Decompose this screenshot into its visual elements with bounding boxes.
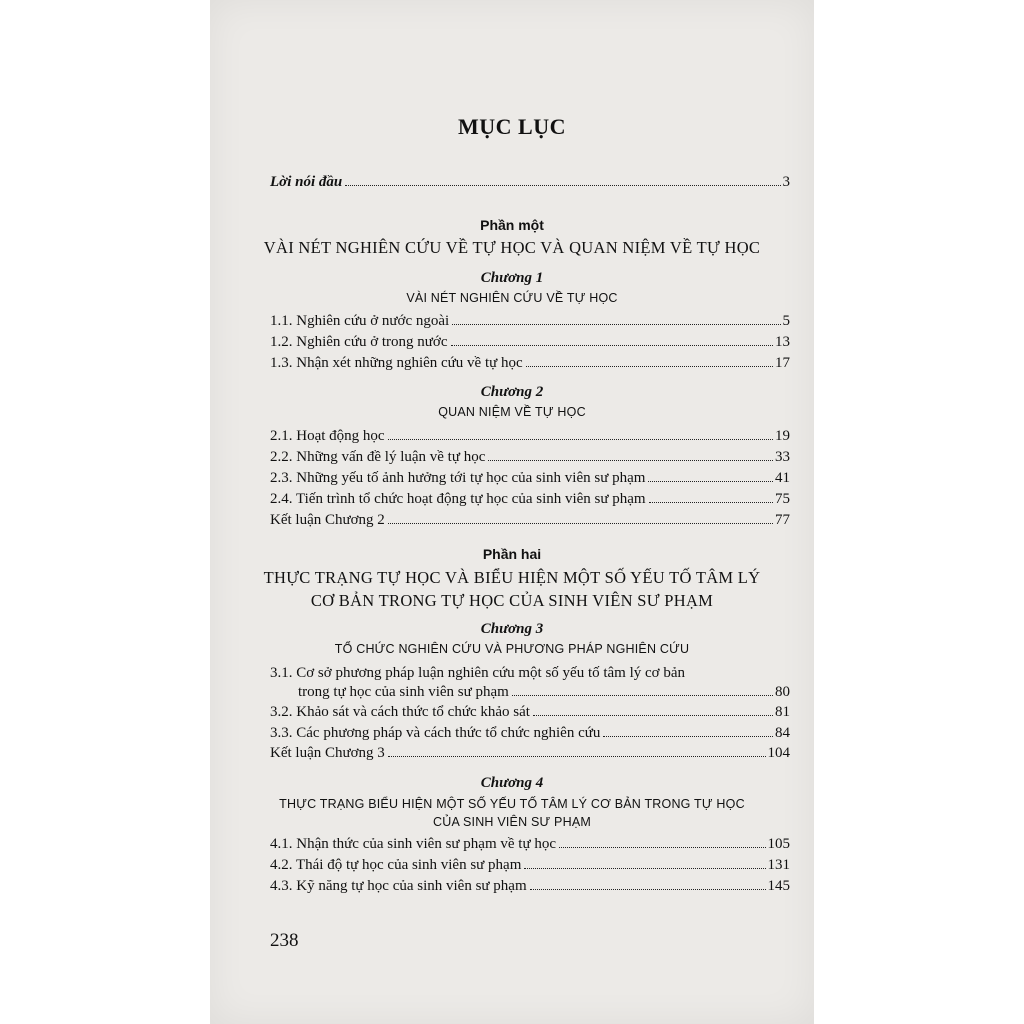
toc-label: 4.3. Kỹ năng tự học của sinh viên sư phạm <box>270 878 527 894</box>
toc-label: 3.1. Cơ sở phương pháp luận nghiên cứu một số yếu tố tâm lý cơ bản <box>270 665 686 681</box>
page-number: 238 <box>270 930 299 951</box>
toc-label: 2.3. Những yếu tố ảnh hưởng tới tự học của sinh viên sư phạm <box>270 470 646 486</box>
toc-entry <box>270 334 790 354</box>
table-of-contents <box>210 0 814 1024</box>
toc-page: 84 <box>775 725 790 741</box>
toc-entry <box>270 512 790 532</box>
toc-entry <box>270 491 790 511</box>
part-title: VÀI NÉT NGHIÊN CỨU VỀ TỰ HỌC VÀ QUAN NIỆM VỀ TỰ HỌC <box>263 238 761 257</box>
toc-page: 41 <box>775 470 790 486</box>
toc-entry <box>270 878 790 898</box>
toc-entry <box>270 470 790 490</box>
toc-label: Kết luận Chương 2 <box>270 512 385 528</box>
book-page <box>210 0 814 1024</box>
toc-page: 33 <box>775 449 790 465</box>
toc-page: 81 <box>775 704 790 720</box>
leader-dots <box>649 502 773 503</box>
toc-page: 131 <box>767 857 790 873</box>
leader-dots <box>388 523 773 524</box>
leader-dots <box>526 366 773 367</box>
toc-page: 104 <box>767 745 790 761</box>
chapter-title-line2: CỦA SINH VIÊN SƯ PHẠM <box>433 815 591 829</box>
toc-entry <box>270 355 790 375</box>
toc-page: 3 <box>782 174 790 190</box>
chapter-label: Chương 3 <box>480 621 544 637</box>
toc-label: 2.1. Hoạt động học <box>270 428 385 444</box>
leader-dots <box>388 439 773 440</box>
toc-page: 105 <box>767 836 790 852</box>
toc-entry <box>270 745 790 765</box>
chapter-label: Chương 1 <box>480 270 544 286</box>
part-title-line2: CƠ BẢN TRONG TỰ HỌC CỦA SINH VIÊN SƯ PHẠM <box>310 591 714 610</box>
chapter-title: VÀI NÉT NGHIÊN CỨU VỀ TỰ HỌC <box>406 291 618 305</box>
toc-label: 3.3. Các phương pháp và cách thức tổ chức nghiên cứu <box>270 725 601 741</box>
leader-dots <box>452 324 780 325</box>
leader-dots <box>533 715 773 716</box>
toc-label: 2.2. Những vấn đề lý luận về tự học <box>270 449 486 465</box>
chapter-title-line1: THỰC TRẠNG BIỂU HIỆN MỘT SỐ YẾU TỐ TÂM LÝ CƠ BẢN TRONG TỰ HỌC <box>279 797 745 811</box>
toc-label: 3.2. Khảo sát và cách thức tổ chức khảo sát <box>270 704 530 720</box>
leader-dots <box>512 695 773 696</box>
toc-page: 17 <box>775 355 790 371</box>
toc-page: 75 <box>775 491 790 507</box>
toc-label: Lời nói đầu <box>270 174 343 190</box>
chapter-title: QUAN NIỆM VỀ TỰ HỌC <box>438 405 586 419</box>
toc-entry <box>270 428 790 448</box>
toc-entry <box>270 857 790 877</box>
toc-entry <box>270 725 790 745</box>
part-label: Phần một <box>480 217 544 233</box>
leader-dots <box>530 889 766 890</box>
toc-label: 1.2. Nghiên cứu ở trong nước <box>270 334 448 350</box>
leader-dots <box>648 481 773 482</box>
page-title: MỤC LỤC <box>458 114 566 139</box>
toc-label: 2.4. Tiến trình tổ chức hoạt động tự học của sinh viên sư phạm <box>270 491 646 507</box>
leader-dots <box>603 736 773 737</box>
part-label: Phần hai <box>482 546 542 562</box>
toc-entry <box>270 836 790 856</box>
toc-entry <box>270 449 790 469</box>
leader-dots <box>524 868 765 869</box>
toc-label: 4.1. Nhận thức của sinh viên sư phạm về tự học <box>270 836 556 852</box>
toc-page: 19 <box>775 428 790 444</box>
toc-label-continued: trong tự học của sinh viên sư phạm <box>298 684 509 700</box>
leader-dots <box>388 756 766 757</box>
toc-page: 5 <box>782 313 790 329</box>
leader-dots <box>451 345 773 346</box>
leader-dots <box>345 185 780 186</box>
toc-entry <box>270 704 790 724</box>
leader-dots <box>559 847 766 848</box>
leader-dots <box>488 460 773 461</box>
toc-entry-continuation <box>298 684 790 704</box>
toc-label: 1.1. Nghiên cứu ở nước ngoài <box>270 313 450 329</box>
toc-entry-preface <box>270 174 790 194</box>
toc-page: 13 <box>775 334 790 350</box>
toc-label: 4.2. Thái độ tự học của sinh viên sư phạm <box>270 857 522 873</box>
chapter-label: Chương 2 <box>480 384 544 400</box>
part-title-line1: THỰC TRẠNG TỰ HỌC VÀ BIỂU HIỆN MỘT SỐ YẾU TỐ TÂM LÝ <box>263 568 761 587</box>
chapter-title: TỔ CHỨC NGHIÊN CỨU VÀ PHƯƠNG PHÁP NGHIÊN CỨU <box>334 642 690 656</box>
toc-label: Kết luận Chương 3 <box>270 745 385 761</box>
toc-page: 80 <box>775 684 790 700</box>
chapter-label: Chương 4 <box>480 775 544 791</box>
toc-entry-first-line <box>270 665 790 685</box>
toc-label: 1.3. Nhận xét những nghiên cứu về tự học <box>270 355 523 371</box>
toc-entry <box>270 313 790 333</box>
toc-page: 77 <box>775 512 790 528</box>
toc-page: 145 <box>767 878 790 894</box>
